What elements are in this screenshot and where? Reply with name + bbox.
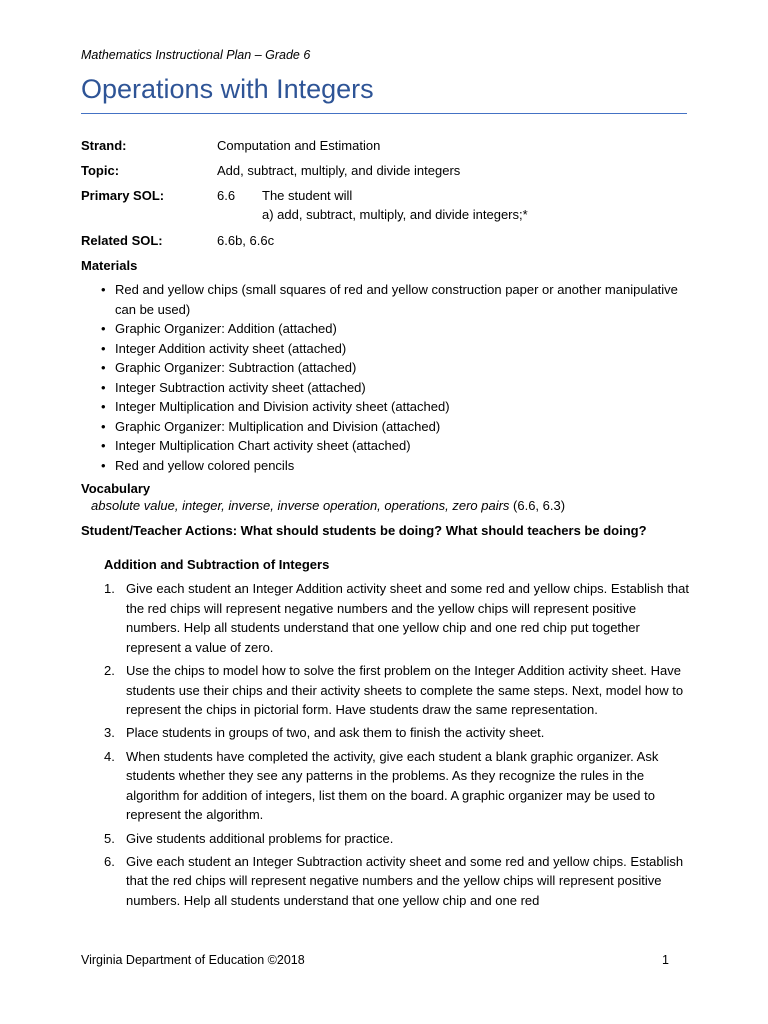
actions-heading: Student/Teacher Actions: What should students be doing? What should teachers be doing? xyxy=(81,523,647,538)
page-title: Operations with Integers xyxy=(81,74,374,104)
bullet-icon: • xyxy=(101,438,106,453)
list-item: • Graphic Organizer: Addition (attached) xyxy=(101,319,691,339)
list-item: • Integer Multiplication Chart activity sheet (attached) xyxy=(101,436,691,456)
topic-label: Topic: xyxy=(81,163,120,178)
list-item: • Integer Multiplication and Division activity sheet (attached) xyxy=(101,397,691,417)
list-item: 5. Give students additional problems for practice. xyxy=(104,830,394,846)
materials-list xyxy=(101,280,691,475)
list-item: 4. When students have completed the activity, give each student a blank graphic organizer. Ask students whether they see any patterns in the problems. As they recognize the rules in the algorithm for addition of integers, list them on the board. A graphic organizer may be used to represent the algorithm. xyxy=(104,748,659,823)
primary-sol-text: The student will xyxy=(262,188,353,203)
strand-value: Computation and Estimation xyxy=(217,138,381,153)
primary-sol-label: Primary SOL: xyxy=(81,188,165,203)
list-item: 3. Place students in groups of two, and ask them to finish the activity sheet. xyxy=(104,725,545,741)
page-number: 1 xyxy=(662,953,669,967)
footer-copyright: Virginia Department of Education ©2018 xyxy=(81,953,305,967)
list-item: 1. Give each student an Integer Addition activity sheet and some red and yellow chips. Establish that the red chips will represent negative numbers and the yellow chips will represent positive numbers. Help all students understand that one yellow chip and one red chip put together represent a value of zero. xyxy=(104,581,689,655)
bullet-icon: • xyxy=(101,379,106,395)
vocabulary-term-list: absolute value, integer, inverse, inverse operation, operations, zero pairs xyxy=(91,498,510,513)
vocabulary-heading: Vocabulary xyxy=(81,481,151,496)
related-sol-label: Related SOL: xyxy=(81,233,163,248)
running-header: Mathematics Instructional Plan – Grade 6 xyxy=(81,48,311,62)
bullet-icon: • xyxy=(101,282,106,297)
materials-heading: Materials xyxy=(81,258,138,273)
bullet-icon: • xyxy=(101,360,106,375)
bullet-icon: • xyxy=(101,321,106,336)
related-sol-value: 6.6b, 6.6c xyxy=(217,233,275,248)
bullet-icon: • xyxy=(101,457,106,473)
list-item: • Red and yellow chips (small squares of red and yellow construction paper or another manipulative can be used) xyxy=(101,282,678,317)
vocabulary-terms xyxy=(91,498,565,513)
list-item: 6. Give each student an Integer Subtraction activity sheet and some red and yellow chips. Establish that the red chips will represent negative numbers and the yellow chips will represent positive numbers. Help all students understand that one yellow chip and one red xyxy=(104,853,684,908)
title-rule xyxy=(81,113,687,114)
vocabulary-sol-refs: (6.6, 6.3) xyxy=(509,498,566,513)
list-item: 2. Use the chips to model how to solve the first problem on the Integer Addition activity sheet. Have students use their chips and their activity sheets to complete the same steps. Next, model how to represent the chips in pictorial form. Have students draw the same representation. xyxy=(104,662,684,718)
steps-list xyxy=(104,579,690,914)
list-item: • Red and yellow colored pencils xyxy=(101,456,691,476)
addition-subtraction-heading: Addition and Subtraction of Integers xyxy=(104,557,330,572)
list-item: • Graphic Organizer: Multiplication and Division (attached) xyxy=(101,417,691,437)
strand-label: Strand: xyxy=(81,138,127,153)
list-item: • Integer Subtraction activity sheet (attached) xyxy=(101,378,691,398)
primary-sol-code: 6.6 xyxy=(217,188,236,203)
bullet-icon: • xyxy=(101,340,106,356)
bullet-icon: • xyxy=(101,418,106,434)
list-item: • Graphic Organizer: Subtraction (attached) xyxy=(101,358,691,378)
topic-value: Add, subtract, multiply, and divide integers xyxy=(217,163,461,178)
list-item: • Integer Addition activity sheet (attached) xyxy=(101,339,691,359)
primary-sol-sub: a) add, subtract, multiply, and divide integers;* xyxy=(262,207,528,222)
bullet-icon: • xyxy=(101,399,106,414)
